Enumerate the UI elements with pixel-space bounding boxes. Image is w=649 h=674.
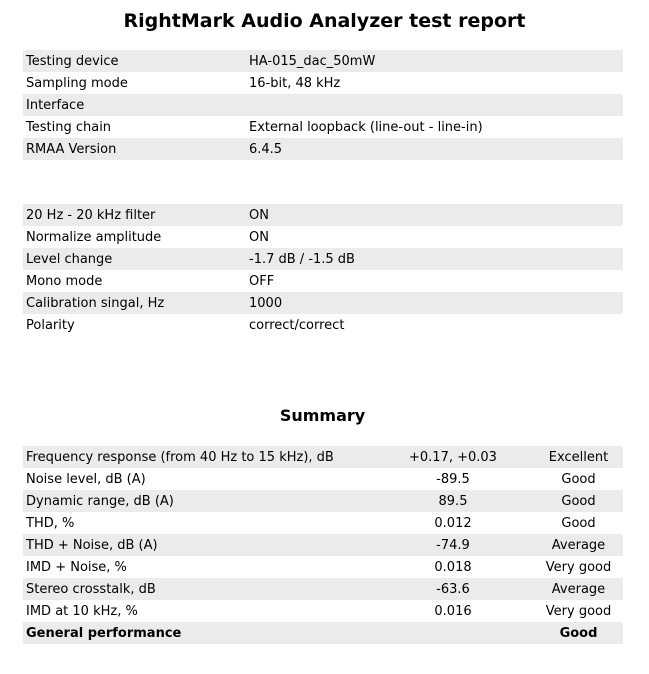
table-row (23, 94, 623, 116)
summary-rating: Good (528, 490, 623, 512)
summary-rating: Very good (528, 600, 623, 622)
info-label: Sampling mode (23, 72, 246, 94)
table-row (23, 50, 623, 72)
table-row (23, 534, 623, 556)
general-performance-rating: Good (528, 622, 623, 644)
summary-label: IMD + Noise, % (23, 556, 378, 578)
table-row (23, 116, 623, 138)
info-value: HA-015_dac_50mW (246, 50, 623, 72)
setting-value: ON (246, 226, 623, 248)
table-row (23, 600, 623, 622)
report-title: RightMark Audio Analyzer test report (123, 10, 526, 32)
info-value: 6.4.5 (246, 138, 623, 160)
setting-label: Mono mode (23, 270, 246, 292)
table-row (23, 204, 623, 226)
summary-value: 0.018 (378, 556, 528, 578)
info-label: RMAA Version (23, 138, 246, 160)
setting-label: Polarity (23, 314, 246, 336)
info-value: External loopback (line-out - line-in) (246, 116, 623, 138)
summary-rating: Very good (528, 556, 623, 578)
summary-label: Dynamic range, dB (A) (23, 490, 378, 512)
summary-rating: Good (528, 468, 623, 490)
setting-label: Level change (23, 248, 246, 270)
summary-value: -74.9 (378, 534, 528, 556)
summary-table (23, 446, 623, 644)
info-value (246, 94, 623, 116)
summary-label: Frequency response (from 40 Hz to 15 kHz), dB (23, 446, 378, 468)
info-label: Interface (23, 94, 246, 116)
summary-value: 0.012 (378, 512, 528, 534)
table-row (23, 248, 623, 270)
summary-rating: Average (528, 578, 623, 600)
summary-value: 0.016 (378, 600, 528, 622)
summary-label: THD, % (23, 512, 378, 534)
table-row (23, 556, 623, 578)
summary-rating: Average (528, 534, 623, 556)
table-row (23, 270, 623, 292)
setting-value: OFF (246, 270, 623, 292)
general-performance-value (378, 622, 528, 644)
table-row (23, 468, 623, 490)
general-performance-row (23, 622, 623, 644)
general-performance-label: General performance (23, 622, 378, 644)
summary-label: THD + Noise, dB (A) (23, 534, 378, 556)
summary-value: 89.5 (378, 490, 528, 512)
summary-label: IMD at 10 kHz, % (23, 600, 378, 622)
summary-value: +0.17, +0.03 (378, 446, 528, 468)
setting-value: 1000 (246, 292, 623, 314)
summary-label: Stereo crosstalk, dB (23, 578, 378, 600)
setting-label: 20 Hz - 20 kHz filter (23, 204, 246, 226)
setting-value: correct/correct (246, 314, 623, 336)
summary-rating: Good (528, 512, 623, 534)
table-row (23, 314, 623, 336)
setting-value: ON (246, 204, 623, 226)
device-info-table (23, 50, 623, 160)
summary-heading: Summary (279, 406, 366, 425)
summary-label: Noise level, dB (A) (23, 468, 378, 490)
table-row (23, 446, 623, 468)
table-row (23, 138, 623, 160)
table-row (23, 578, 623, 600)
setting-label: Normalize amplitude (23, 226, 246, 248)
info-label: Testing device (23, 50, 246, 72)
table-row (23, 490, 623, 512)
info-value: 16-bit, 48 kHz (246, 72, 623, 94)
summary-value: -89.5 (378, 468, 528, 490)
table-row (23, 72, 623, 94)
table-row (23, 292, 623, 314)
setting-label: Calibration singal, Hz (23, 292, 246, 314)
summary-rating: Excellent (528, 446, 623, 468)
summary-value: -63.6 (378, 578, 528, 600)
test-settings-table (23, 204, 623, 336)
table-row (23, 512, 623, 534)
info-label: Testing chain (23, 116, 246, 138)
setting-value: -1.7 dB / -1.5 dB (246, 248, 623, 270)
table-row (23, 226, 623, 248)
